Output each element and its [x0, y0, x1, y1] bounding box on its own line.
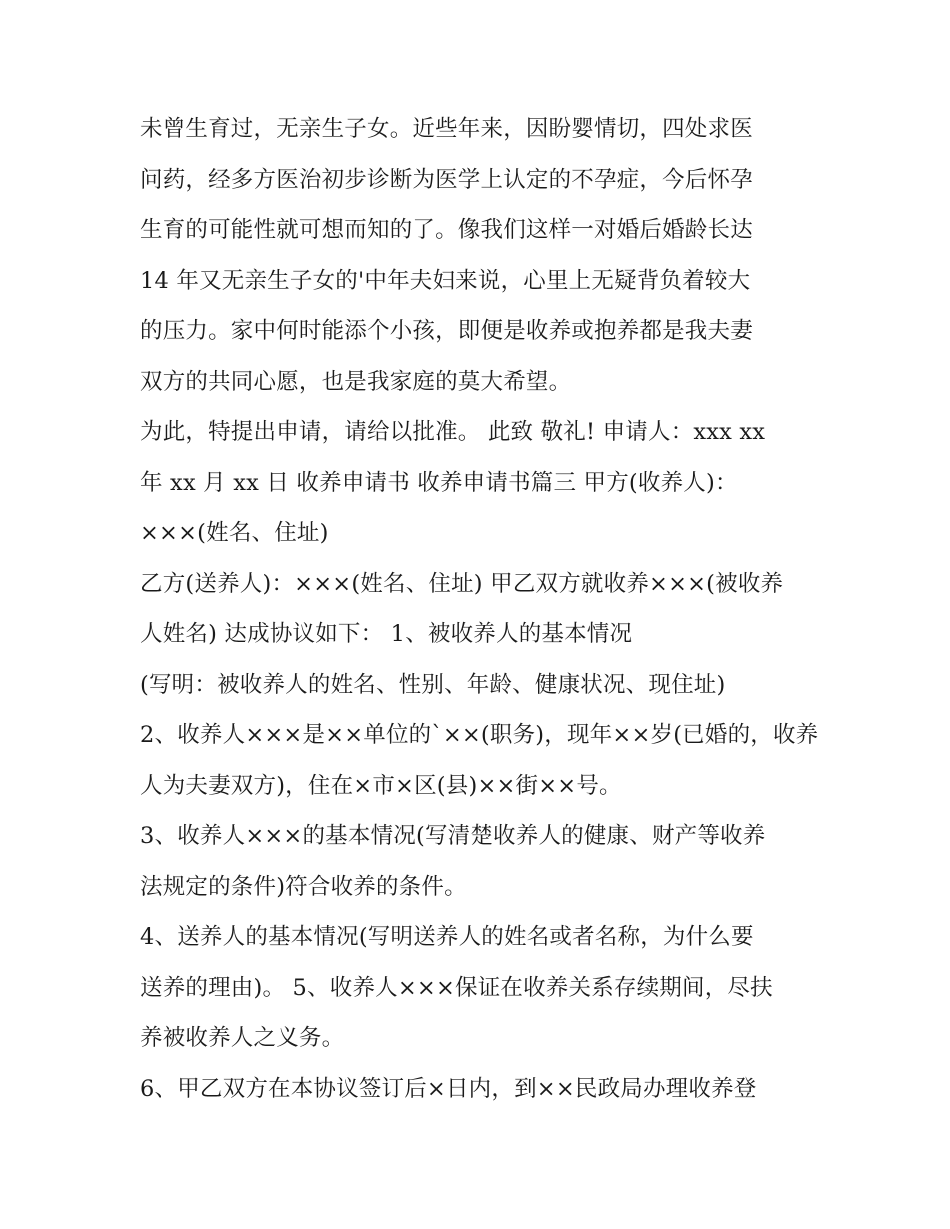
- paragraph-clause-6: [140, 1064, 820, 1115]
- text-line: 问药，经多方医治初步诊断为医学上认定的不孕症，今后怀孕: [140, 166, 753, 193]
- text-line: 乙方(送养人)：×××(姓名、住址) 甲乙双方就收养×××(被收养: [140, 570, 784, 597]
- text-line: 4、送养人的基本情况(写明送养人的姓名或者名称，为什么要: [140, 924, 754, 950]
- paragraph-infertility-background: [140, 104, 820, 407]
- paragraph-clause-2: [140, 710, 820, 811]
- text-line: 2、收养人×××是××单位的`××(职务)，现年××岁(已婚的，收养: [140, 722, 819, 748]
- paragraph-clause-1-note: [140, 660, 820, 711]
- paragraph-clause-3: [140, 811, 820, 912]
- text-line: 未曾生育过，无亲生子女。近些年来，因盼婴情切，四处求医: [140, 116, 753, 142]
- text-line: 送养的理由)。 5、收养人×××保证在收养关系存续期间，尽扶: [140, 974, 773, 1001]
- text-line: 法规定的条件)符合收养的条件。: [140, 873, 467, 900]
- paragraph-clause-4-5: [140, 912, 820, 1064]
- text-line: 6、甲乙双方在本协议签订后×日内，到××民政局办理收养登: [140, 1075, 757, 1102]
- text-line: 年 xx 月 xx 日 收养申请书 收养申请书篇三 甲方(收养人)：: [140, 469, 738, 496]
- text-line: (写明：被收养人的姓名、性别、年龄、健康状况、现住址): [140, 671, 726, 698]
- text-line: 14 年又无亲生子女的'中年夫妇来说，心里上无疑背负着较大: [140, 267, 751, 294]
- text-line: 生育的可能性就可想而知的了。像我们这样一对婚后婚龄长达: [140, 217, 753, 243]
- text-line: 3、收养人×××的基本情况(写清楚收养人的健康、财产等收养: [140, 823, 766, 849]
- text-line: ×××(姓名、住址): [140, 520, 329, 546]
- paragraph-party-b: [140, 559, 820, 660]
- text-line: 养被收养人之义务。: [140, 1025, 345, 1051]
- paragraph-request-closing: [140, 407, 820, 559]
- text-line: 人姓名) 达成协议如下： 1、被收养人的基本情况: [140, 621, 633, 647]
- text-line: 的压力。家中何时能添个小孩，即便是收养或抱养都是我夫妻: [140, 318, 753, 344]
- text-line: 人为夫妻双方)，住在×市×区(县)××街××号。: [140, 772, 622, 799]
- text-line: 为此，特提出申请，请给以批准。 此致 敬礼! 申请人：xxx xx: [140, 419, 766, 445]
- document-body: [140, 104, 820, 1114]
- text-line: 双方的共同心愿，也是我家庭的莫大希望。: [140, 368, 572, 395]
